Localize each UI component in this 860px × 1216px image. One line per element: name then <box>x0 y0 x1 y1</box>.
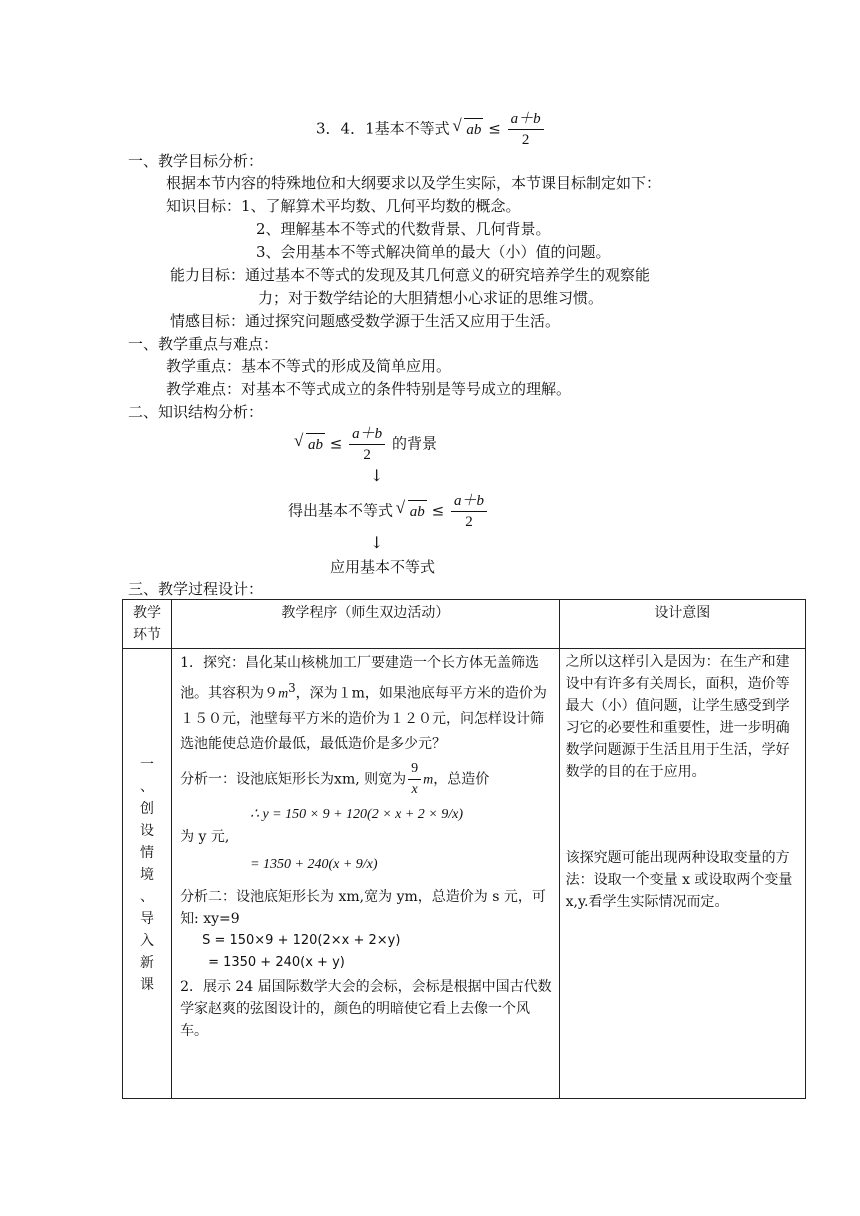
table-header-row <box>123 600 806 649</box>
page-title <box>316 109 546 150</box>
ability-goal-1: 能力目标：通过基本不等式的发现及其几何意义的研究培养学生的观察能 <box>170 266 651 284</box>
equation-1: ∴ y = 150 × 9 + 120(2 × x + 2 × 9/x) <box>250 806 464 822</box>
down-arrow-icon-2: ↓ <box>370 533 384 552</box>
stage-char: 导 <box>140 911 155 927</box>
header-stage: 教学环节 <box>123 600 172 649</box>
stage-char: 创 <box>140 801 155 817</box>
stage-char: 课 <box>140 977 155 993</box>
stage-char: 、 <box>140 889 155 905</box>
flow1-radicand: ab <box>306 433 325 456</box>
stage-char: 、 <box>140 779 155 795</box>
emblem-description: 2．展示 24 届国际数学大会的会标，会标是根据中国古代数学家赵爽的弦图设计的，颜色的明暗使它看上去像一个风车。 <box>180 978 552 1039</box>
flow-step-2 <box>288 491 489 532</box>
title-numerator: a＋b <box>508 109 544 130</box>
title-radicand: ab <box>464 118 483 141</box>
stage-char: 新 <box>140 955 155 971</box>
flow1-op: ≤ <box>329 434 343 453</box>
section-1-intro: 根据本节内容的特殊地位和大纲要求以及学生实际，本节课目标制定如下： <box>166 174 662 192</box>
problem-text-rest: ，深为１m，如果池底每平方米的造价为１５０元，池壁每平方米的造价为１２０元，问怎样设计筛选池能使总造价最低，最低造价是多少元？ <box>180 685 547 752</box>
intent-2: 该探究题可能出现两种设取变量的方法：设取一个变量 x 或设取两个变量 x,y.看学生实际情况而定。 <box>565 850 793 910</box>
width-numerator: 9 <box>408 759 421 780</box>
title-text: 3．4．1基本不等式 <box>316 119 450 138</box>
flow1-fraction <box>349 424 385 465</box>
teaching-process-table <box>122 599 806 1099</box>
flow2-radicand: ab <box>408 500 427 523</box>
header-procedure: 教学程序（师生双边活动） <box>172 600 560 649</box>
width-fraction <box>408 759 421 800</box>
analysis-one <box>180 759 553 800</box>
intent-cell <box>559 649 805 1099</box>
section-3-heading: 二、知识结构分析： <box>128 403 264 421</box>
problem-unit: m <box>278 686 289 702</box>
flow2-denominator: 2 <box>465 514 473 530</box>
section-4-heading: 三、教学过程设计： <box>128 580 264 598</box>
width-denominator: x <box>411 781 418 797</box>
flow2-op: ≤ <box>431 501 445 520</box>
problem-statement <box>180 651 553 757</box>
flow-step-1 <box>296 424 437 465</box>
title-sqrt <box>454 118 483 141</box>
analysis-one-text: 分析一：设池底矩形长为xm, 则宽为 <box>180 771 407 788</box>
flow2-fraction <box>451 491 487 532</box>
flow2-prefix: 得出基本不等式 <box>288 501 394 520</box>
flow1-sqrt <box>296 433 325 456</box>
equation-3: S = 150×9 + 120(2×x + 2×y) <box>202 932 401 948</box>
difficult-point: 教学难点：对基本不等式成立的条件特别是等号成立的理解。 <box>166 380 572 398</box>
problem-text: 1．探究：昌化某山核桃加工厂要建造一个长方体无盖筛选池。其容积为９ <box>180 655 539 702</box>
title-op: ≤ <box>488 119 501 138</box>
flow2-numerator: a＋b <box>451 491 487 512</box>
intent-1: 之所以这样引入是因为：在生产和建设中有许多有关周长，面积，造价等最大（小）值问题，让学生感受到学习它的必要性和重要性，进一步明确数学问题源于生活且用于生活，学好数学的目的在于应用。 <box>565 654 790 780</box>
analysis-one-y: 为 y 元, <box>180 828 230 845</box>
flow-step-3: 应用基本不等式 <box>330 558 436 576</box>
table-row <box>123 649 806 1099</box>
section-1-heading: 一、教学目标分析： <box>128 152 264 170</box>
stage-char: 境 <box>140 867 155 883</box>
header-intent: 设计意图 <box>559 600 805 649</box>
flow1-suffix: 的背景 <box>391 434 437 453</box>
problem-sup: 3 <box>288 681 296 695</box>
stage-char: 入 <box>140 933 155 949</box>
knowledge-goal-2: 2、理解基本不等式的代数背景、几何背景。 <box>256 220 551 238</box>
flow2-sqrt <box>398 500 427 523</box>
equation-2: = 1350 + 240(x + 9/x) <box>250 856 378 872</box>
title-fraction <box>508 109 544 150</box>
flow1-denominator: 2 <box>363 447 371 463</box>
key-point: 教学重点：基本不等式的形成及简单应用。 <box>166 357 452 375</box>
stage-char: 设 <box>140 823 155 839</box>
equation-4: = 1350 + 240(x + y) <box>208 954 345 970</box>
stage-char: 情 <box>140 845 155 861</box>
analysis-two: 分析二：设池底矩形长为 xm,宽为 ym，总造价为 s 元，可知: xy=9 <box>180 888 546 927</box>
down-arrow-icon: ↓ <box>370 466 384 485</box>
analysis-one-suffix: ，总造价 <box>433 771 490 788</box>
knowledge-goal-3: 3、会用基本不等式解决简单的最大（小）值的问题。 <box>256 243 611 261</box>
ability-goal-2: 力；对于数学结论的大胆猜想小心求证的思维习惯。 <box>258 289 604 307</box>
knowledge-goal-1: 知识目标：1、了解算术平均数、几何平均数的概念。 <box>166 197 521 215</box>
procedure-cell <box>172 649 560 1099</box>
emotion-goal: 情感目标：通过探究问题感受数学源于生活又应用于生活。 <box>170 312 561 330</box>
section-2-heading: 一、教学重点与难点： <box>128 335 279 353</box>
flow1-numerator: a＋b <box>349 424 385 445</box>
stage-label <box>123 649 172 1099</box>
stage-char: 一 <box>140 757 155 773</box>
width-unit: m <box>423 772 434 788</box>
title-denominator: 2 <box>521 132 530 148</box>
